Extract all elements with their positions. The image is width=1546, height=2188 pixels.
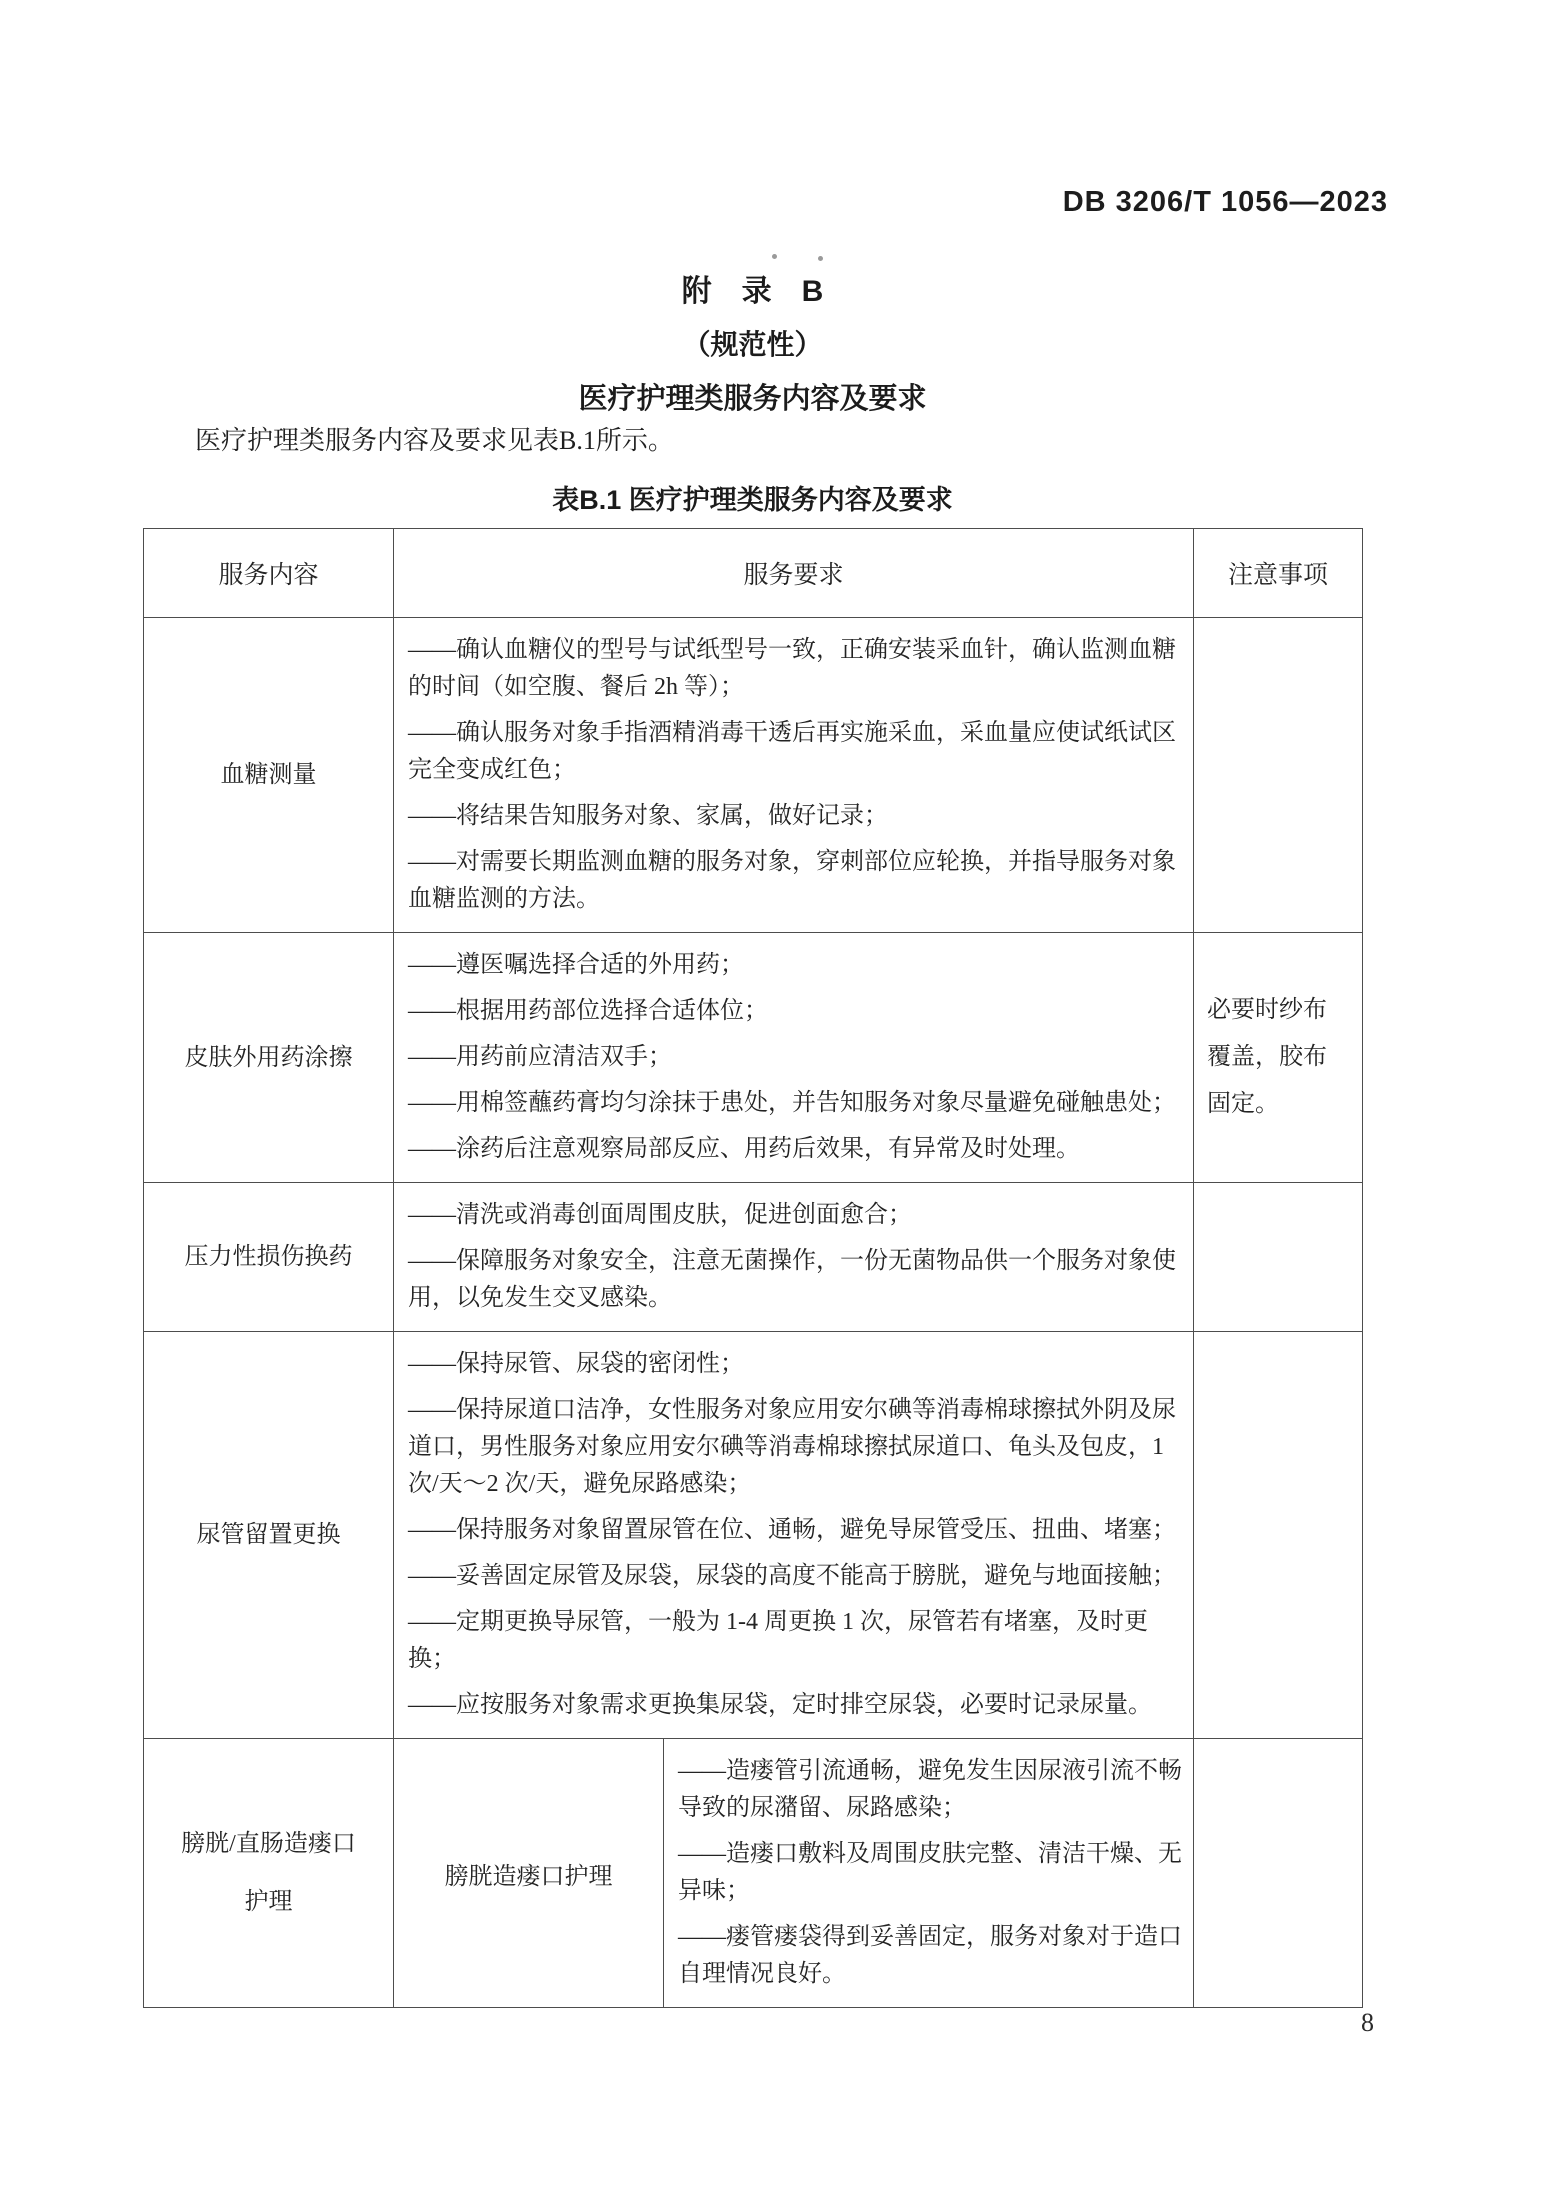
requirement-item: ——瘘管瘘袋得到妥善固定，服务对象对于造口自理情况良好。	[678, 1924, 1182, 1987]
notes-cell	[1194, 618, 1363, 933]
requirements-cell	[394, 1183, 1194, 1332]
doc-number: DB 3206/T 1056—2023	[1062, 186, 1388, 218]
requirement-item: ——妥善固定尿管及尿袋，尿袋的高度不能高于膀胱，避免与地面接触；	[408, 1563, 1176, 1589]
requirement-item: ——涂药后注意观察局部反应、用药后效果，有异常及时处理。	[408, 1136, 1080, 1162]
service-name-cell: 压力性损伤换药	[144, 1183, 394, 1332]
requirement-item: ——根据用药部位选择合适体位；	[408, 998, 768, 1024]
col-header-service-requirements: 服务要求	[394, 529, 1194, 618]
page-number: 8	[1361, 2008, 1374, 2037]
table-row-pressure-injury	[144, 1183, 1363, 1332]
requirements-cell	[394, 933, 1194, 1183]
requirement-item: ——保障服务对象安全，注意无菌操作，一份无菌物品供一个服务对象使用，以免发生交叉感染。	[408, 1248, 1176, 1311]
requirement-item: ——用棉签蘸药膏均匀涂抹于患处，并告知服务对象尽量避免碰触患处；	[408, 1090, 1176, 1116]
requirement-item: ——应按服务对象需求更换集尿袋，定时排空尿袋，必要时记录尿量。	[408, 1692, 1152, 1718]
services-table	[143, 528, 1363, 2008]
requirement-item: ——对需要长期监测血糖的服务对象，穿刺部位应轮换，并指导服务对象血糖监测的方法。	[408, 849, 1176, 912]
requirement-item: ——清洗或消毒创面周围皮肤，促进创面愈合；	[408, 1202, 912, 1228]
requirement-item: ——造瘘管引流通畅，避免发生因尿液引流不畅导致的尿潴留、尿路感染；	[678, 1758, 1182, 1821]
sub-service-cell: 膀胱造瘘口护理	[394, 1739, 664, 2008]
notes-cell	[1194, 1183, 1363, 1332]
requirement-item: ——遵医嘱选择合适的外用药；	[408, 952, 744, 978]
notes-cell	[1194, 1332, 1363, 1739]
requirement-item: ——定期更换导尿管，一般为 1-4 周更换 1 次，尿管若有堵塞，及时更换；	[408, 1609, 1148, 1672]
table-row-stoma-care	[144, 1739, 1363, 2008]
requirement-item: ——造瘘口敷料及周围皮肤完整、清洁干燥、无异味；	[678, 1841, 1182, 1904]
col-header-notes: 注意事项	[1194, 529, 1363, 618]
service-name-cell: 膀胱/直肠造瘘口护理	[144, 1739, 394, 2008]
table-header-row	[144, 529, 1363, 618]
requirement-item: ——将结果告知服务对象、家属，做好记录；	[408, 803, 888, 829]
table-row-skin-medication	[144, 933, 1363, 1183]
table-caption: 表B.1 医疗护理类服务内容及要求	[552, 485, 953, 515]
service-name-cell: 血糖测量	[144, 618, 394, 933]
appendix-heading: 医疗护理类服务内容及要求	[578, 383, 927, 415]
requirement-item: ——保持尿管、尿袋的密闭性；	[408, 1351, 744, 1377]
requirement-item: ——保持服务对象留置尿管在位、通畅，避免导尿管受压、扭曲、堵塞；	[408, 1517, 1176, 1543]
scan-artifact-dots	[772, 254, 777, 259]
requirements-cell	[394, 1332, 1194, 1739]
requirements-cell	[394, 618, 1194, 933]
appendix-title-block	[143, 266, 1362, 417]
requirement-item: ——用药前应清洁双手；	[408, 1044, 672, 1070]
intro-paragraph: 医疗护理类服务内容及要求见表B.1所示。	[195, 426, 674, 455]
normative-label: （规范性）	[682, 329, 823, 360]
table-row-urinary-catheter	[144, 1332, 1363, 1739]
service-name-cell: 皮肤外用药涂擦	[144, 933, 394, 1183]
notes-cell	[1194, 1739, 1363, 2008]
table-row-blood-glucose	[144, 618, 1363, 933]
requirement-item: ——确认血糖仪的型号与试纸型号一致，正确安装采血针，确认监测血糖的时间（如空腹、餐后 2h 等）；	[408, 637, 1176, 700]
requirement-item: ——确认服务对象手指酒精消毒干透后再实施采血，采血量应使试纸试区完全变成红色；	[408, 720, 1176, 783]
col-header-service-content: 服务内容	[144, 529, 394, 618]
appendix-title: 附 录 B	[681, 275, 824, 308]
requirement-item: ——保持尿道口洁净，女性服务对象应用安尔碘等消毒棉球擦拭外阴及尿道口，男性服务对象应用安尔碘等消毒棉球擦拭尿道口、龟头及包皮，1 次/天～2 次/天，避免尿路感染；	[408, 1397, 1176, 1497]
service-name-cell: 尿管留置更换	[144, 1332, 394, 1739]
notes-cell: 必要时纱布覆盖，胶布固定。	[1194, 933, 1363, 1183]
requirements-cell	[664, 1739, 1194, 2008]
